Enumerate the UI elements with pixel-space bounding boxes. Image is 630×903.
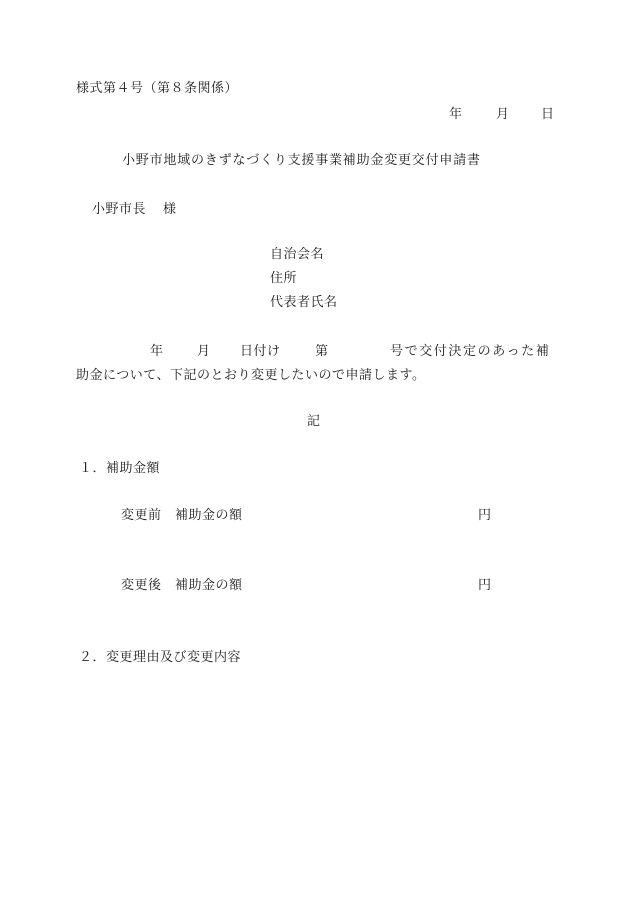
body-line2-text: 助金について、下記のとおり変更したいので申請します。 bbox=[76, 368, 426, 383]
addressee-name: 小野市長 bbox=[92, 202, 147, 217]
date-day-label: 日 bbox=[541, 107, 555, 122]
amount-after-label: 変更後 補助金の額 bbox=[121, 578, 243, 593]
form-label: 様式第４号（第８条関係） bbox=[76, 81, 239, 96]
date-year-label: 年 bbox=[449, 107, 463, 122]
body-date-suffix: 日付け bbox=[240, 344, 281, 359]
body-year-label: 年 bbox=[150, 344, 164, 359]
ki-marker: 記 bbox=[307, 414, 321, 429]
body-line1-text: 号で交付決定のあった補 bbox=[390, 344, 551, 359]
section2-heading: ２．変更理由及び変更内容 bbox=[79, 650, 242, 665]
section1-heading: １．補助金額 bbox=[79, 461, 161, 476]
amount-before-label: 変更前 補助金の額 bbox=[121, 508, 243, 523]
document-title: 小野市地域のきずなづくり支援事業補助金変更交付申請書 bbox=[122, 153, 481, 168]
addressee-honorific: 様 bbox=[163, 202, 177, 217]
amount-after-yen: 円 bbox=[478, 578, 492, 593]
body-number-prefix: 第 bbox=[315, 344, 329, 359]
representative-label: 代表者氏名 bbox=[270, 295, 338, 310]
date-month-label: 月 bbox=[496, 107, 510, 122]
body-month-label: 月 bbox=[197, 344, 211, 359]
association-name-label: 自治会名 bbox=[270, 247, 325, 262]
address-label: 住所 bbox=[270, 271, 298, 286]
amount-before-yen: 円 bbox=[478, 508, 492, 523]
